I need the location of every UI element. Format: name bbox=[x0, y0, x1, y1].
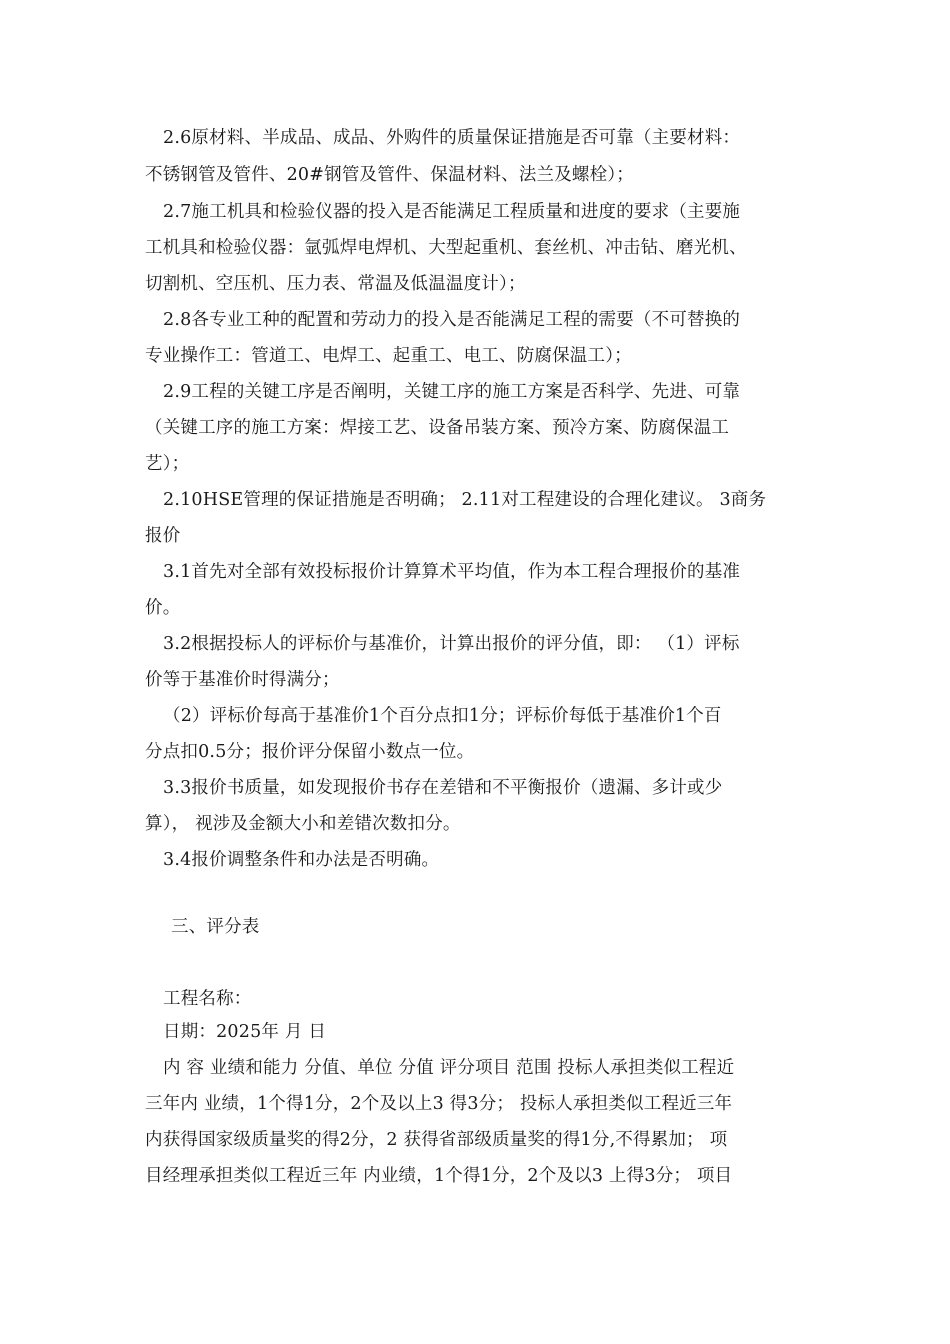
text-line: 2.8各专业工种的配置和劳动力的投入是否能满足工程的需要（不可替换的 bbox=[163, 310, 741, 330]
text-line: 3.3报价书质量，如发现报价书存在差错和不平衡报价（遗漏、多计或少 bbox=[163, 778, 723, 798]
text-line: 内 容 业绩和能力 分值、单位 分值 评分项目 范围 投标人承担类似工程近 bbox=[163, 1058, 735, 1078]
text-line: 不锈钢管及管件、20#钢管及管件、保温材料、法兰及螺栓）； bbox=[145, 165, 634, 185]
text-line: 算）， 视涉及金额大小和差错次数扣分。 bbox=[145, 814, 461, 834]
text-line: 专业操作工：管道工、电焊工、起重工、电工、防腐保温工）； bbox=[145, 346, 632, 366]
text-line: 切割机、空压机、压力表、常温及低温温度计）； bbox=[145, 274, 526, 294]
text-line: 2.9工程的关键工序是否阐明，关键工序的施工方案是否科学、先进、可靠 bbox=[163, 382, 741, 402]
text-line: 分点扣0.5分；报价评分保留小数点一位。 bbox=[145, 742, 475, 762]
text-line: 报价 bbox=[145, 526, 181, 546]
section-heading: 三、评分表 bbox=[171, 917, 260, 937]
text-line: 工程名称： bbox=[163, 989, 252, 1009]
text-line: 3.4报价调整条件和办法是否明确。 bbox=[163, 850, 440, 870]
text-line: 价等于基准价时得满分； bbox=[145, 670, 340, 690]
text-line: 日期：2025年 月 日 bbox=[163, 1022, 327, 1042]
text-line: 3.2根据投标人的评标价与基准价，计算出报价的评分值，即： （1）评标 bbox=[163, 634, 740, 654]
text-line: 工机具和检验仪器：氩弧焊电焊机、大型起重机、套丝机、冲击钻、磨光机、 bbox=[145, 238, 747, 258]
text-line: 2.6原材料、半成品、成品、外购件的质量保证措施是否可靠（主要材料： bbox=[163, 128, 741, 148]
text-line: （关键工序的施工方案：焊接工艺、设备吊装方案、预冷方案、防腐保温工 bbox=[145, 418, 730, 438]
text-line: 2.7施工机具和检验仪器的投入是否能满足工程质量和进度的要求（主要施 bbox=[163, 202, 741, 222]
text-line: 内获得国家级质量奖的得2分，2 获得省部级质量奖的得1分,不得累加； 项 bbox=[145, 1130, 728, 1150]
text-line: （2）评标价每高于基准价1个百分点扣1分；评标价每低于基准价1个百 bbox=[163, 706, 722, 726]
text-line: 艺）； bbox=[145, 454, 190, 474]
text-line: 价。 bbox=[145, 598, 181, 618]
text-line: 目经理承担类似工程近三年 内业绩，1个得1分，2个及以3 上得3分； 项目 bbox=[145, 1166, 733, 1186]
text-line: 2.10HSE管理的保证措施是否明确； 2.11对工程建设的合理化建议。 3商务 bbox=[163, 490, 767, 510]
text-line: 三年内 业绩，1个得1分，2个及以上3 得3分； 投标人承担类似工程近三年 bbox=[145, 1094, 733, 1114]
text-line: 3.1首先对全部有效投标报价计算算术平均值，作为本工程合理报价的基准 bbox=[163, 562, 741, 582]
